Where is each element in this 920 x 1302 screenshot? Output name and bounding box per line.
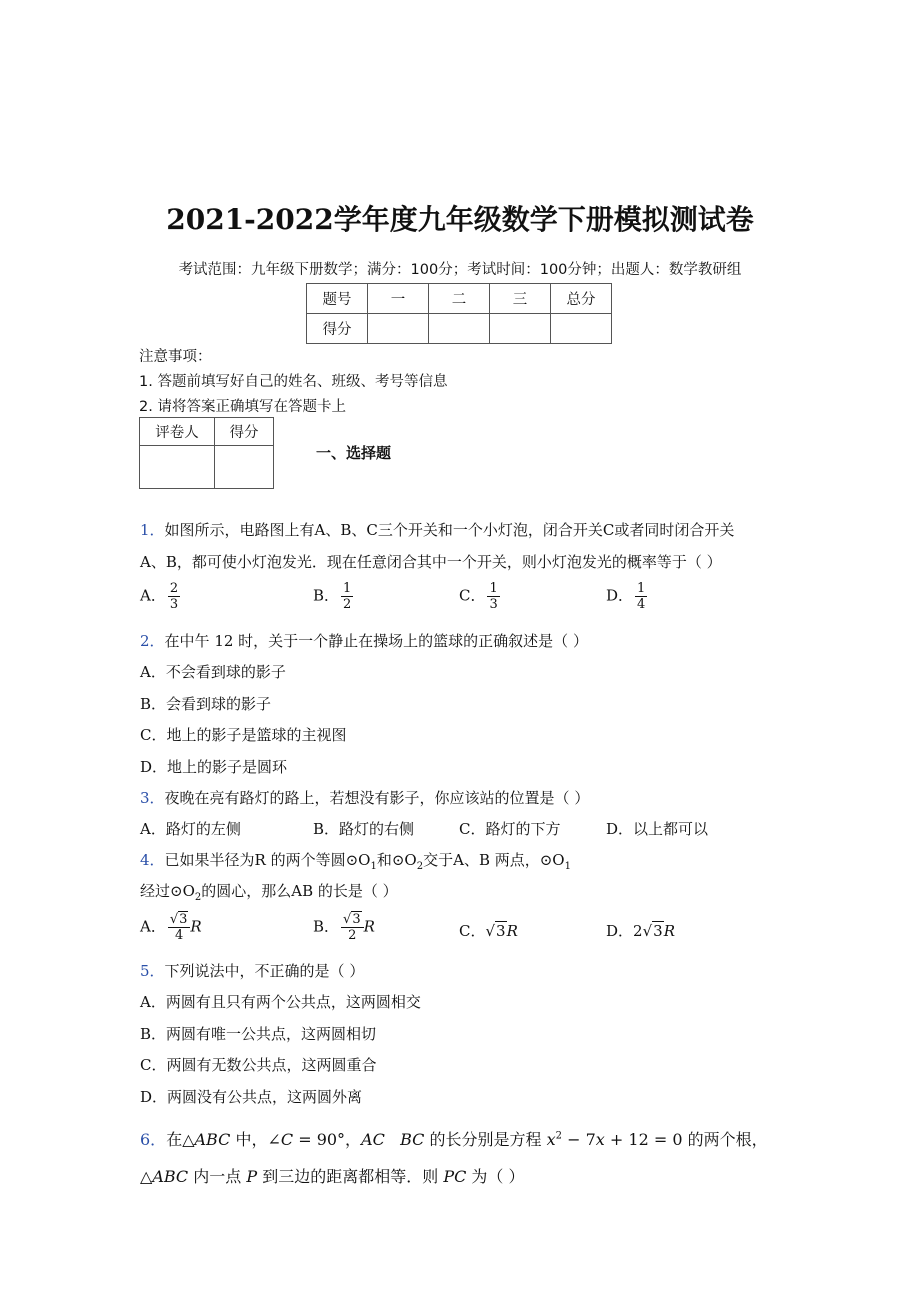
q5-option-c: C．两圆有无数公共点，这两圆重合 — [140, 1056, 377, 1074]
q6-number: 6． — [140, 1130, 167, 1149]
option-label: B． — [313, 586, 340, 605]
grader-empty-cell — [215, 446, 274, 489]
fraction — [341, 581, 353, 612]
q4-text: 和⊙O — [376, 851, 417, 869]
q2-line — [140, 630, 588, 651]
option-label: C． — [459, 922, 486, 940]
q3-line — [140, 787, 589, 808]
q5-line — [140, 960, 364, 981]
q1-option-d — [606, 581, 647, 612]
denominator: 4 — [637, 597, 646, 612]
q4-option-b — [313, 912, 375, 943]
q6-text: + 12 = 0 的两个根， — [604, 1130, 768, 1149]
fraction — [635, 581, 647, 612]
section-title: 一、选择题 — [316, 444, 392, 462]
q1-text: 如图所示，电路图上有A、B、C三个开关和一个小灯泡，闭合开关C或者同时闭合开关 — [164, 521, 735, 539]
q3-option-a: A．路灯的左侧 — [140, 820, 241, 838]
radicand: 3 — [352, 912, 361, 927]
q1-number: 1． — [140, 521, 165, 539]
q6-text: = 90°， — [293, 1130, 362, 1149]
subscript: 1 — [564, 861, 571, 872]
score-row-label: 得分 — [307, 314, 368, 344]
q4-option-a — [140, 912, 202, 943]
denominator: 3 — [489, 597, 498, 612]
q6-var: AC — [361, 1130, 385, 1149]
q2-option-a: A．不会看到球的影子 — [140, 663, 286, 681]
score-empty-cell — [490, 314, 551, 344]
sqrt-symbol: √3 — [642, 922, 663, 940]
score-empty-cell — [368, 314, 429, 344]
q2-option-b: B．会看到球的影子 — [140, 695, 272, 713]
radicand: 3 — [496, 922, 506, 940]
q6-var: P — [246, 1167, 258, 1186]
variable: R — [506, 922, 518, 940]
page-title: 2021-2022学年度九年级数学下册模拟测试卷 — [166, 203, 754, 236]
notes — [139, 345, 447, 420]
q6-text: △ — [140, 1167, 153, 1186]
q2-option-c: C．地上的影子是篮球的主视图 — [140, 726, 347, 744]
q4-text: 的圆心，那么AB 的长是（ ） — [201, 882, 398, 900]
radicand: 3 — [179, 912, 188, 927]
sqrt-symbol: √3 — [169, 912, 188, 927]
fraction — [341, 912, 364, 943]
variable: R — [663, 922, 675, 940]
q1-line2: A、B，都可使小灯泡发光．现在任意闭合其中一个开关，则小灯泡发光的概率等于（ ） — [140, 553, 722, 571]
score-header-cell: 一 — [368, 284, 429, 314]
numerator: 1 — [343, 581, 352, 596]
score-header-cell: 总分 — [551, 284, 612, 314]
grader-header: 评卷人 — [140, 418, 215, 446]
option-label: D． — [606, 922, 634, 940]
q3-number: 3． — [140, 789, 165, 807]
q3-option-b: B．路灯的右侧 — [313, 820, 415, 838]
q1-option-c — [459, 581, 500, 612]
q2-option-d: D．地上的影子是圆环 — [140, 758, 288, 776]
q6-line2 — [140, 1164, 525, 1187]
coefficient: 2 — [633, 922, 643, 940]
q6-text: 到三边的距离都相等．则 — [257, 1167, 444, 1186]
q5-text: 下列说法中，不正确的是（ ） — [164, 962, 365, 980]
option-label: A． — [140, 586, 166, 605]
q6-var: x — [595, 1130, 605, 1149]
subscript: 2 — [416, 861, 424, 872]
option-label: C． — [459, 586, 486, 605]
fraction — [168, 912, 191, 943]
variable: R — [363, 917, 375, 936]
q3-text: 夜晚在亮有路灯的路上，若想没有影子，你应该站的位置是（ ） — [164, 789, 590, 807]
q6-var: C — [280, 1130, 294, 1149]
q1-line1 — [140, 519, 734, 540]
denominator: 4 — [174, 928, 184, 943]
q6-text: 中，∠ — [230, 1130, 281, 1149]
q5-number: 5． — [140, 962, 165, 980]
score-header-cell: 三 — [490, 284, 551, 314]
note-item: 1. 答题前填写好自己的姓名、班级、考号等信息 — [139, 374, 448, 390]
q6-var: ABC — [152, 1167, 189, 1186]
exam-info: 考试范围：九年级下册数学；满分：100分；考试时间：100分钟；出题人：数学教研组 — [178, 262, 742, 278]
q6-text: 在△ — [166, 1130, 195, 1149]
note-item: 2. 请将答案正确填写在答题卡上 — [139, 399, 346, 415]
fraction — [487, 581, 499, 612]
q3-option-c: C．路灯的下方 — [459, 820, 561, 838]
q4-option-c — [459, 920, 518, 941]
grader-table — [139, 417, 274, 489]
q4-option-d — [606, 920, 675, 941]
q1-option-b — [313, 581, 353, 612]
score-header-cell: 二 — [429, 284, 490, 314]
fraction — [168, 581, 180, 612]
q6-var: ABC — [194, 1130, 231, 1149]
notes-heading: 注意事项： — [139, 349, 212, 365]
option-label: B． — [313, 917, 340, 936]
option-label: D． — [606, 586, 634, 605]
grader-score-header: 得分 — [215, 418, 274, 446]
q6-text: 为（ ） — [466, 1167, 525, 1186]
score-table — [306, 283, 612, 344]
q6-line1 — [140, 1127, 768, 1150]
denominator: 2 — [348, 928, 357, 943]
q2-text: 在中午 12 时，关于一个静止在操场上的篮球的正确叙述是（ ） — [164, 632, 588, 650]
q4-text: 交于A、B 两点，⊙O — [423, 851, 565, 869]
q2-number: 2． — [140, 632, 165, 650]
q6-text: 的长分别是方程 — [424, 1130, 547, 1149]
q6-var: x — [546, 1130, 556, 1149]
q4-text: 经过⊙O — [140, 882, 195, 900]
q4-line2 — [140, 880, 398, 903]
q3-option-d: D．以上都可以 — [606, 820, 709, 838]
numerator: 1 — [637, 581, 646, 596]
q4-line1 — [140, 849, 571, 872]
denominator: 3 — [169, 597, 179, 612]
q5-option-d: D．两圆没有公共点，这两圆外离 — [140, 1088, 363, 1106]
q6-text: 内一点 — [188, 1167, 247, 1186]
numerator: 2 — [169, 581, 179, 596]
q6-var: BC — [400, 1130, 425, 1149]
denominator: 2 — [343, 597, 352, 612]
sqrt-symbol: √3 — [485, 922, 506, 940]
q6-text: − 7 — [562, 1130, 596, 1149]
superscript: 2 — [555, 1130, 563, 1142]
q4-text: 已如果半径为R 的两个等圆⊙O — [164, 851, 371, 869]
q1-option-a — [140, 581, 180, 612]
radicand: 3 — [653, 922, 663, 940]
q5-option-b: B．两圆有唯一公共点，这两圆相切 — [140, 1025, 377, 1043]
score-empty-cell — [429, 314, 490, 344]
score-header-cell: 题号 — [307, 284, 368, 314]
subscript: 2 — [194, 892, 202, 903]
score-empty-cell — [551, 314, 612, 344]
variable: R — [190, 917, 202, 936]
numerator: 1 — [489, 581, 498, 596]
subscript: 1 — [370, 861, 377, 872]
option-label: A． — [140, 917, 166, 936]
numerator — [341, 912, 364, 928]
q6-var: PC — [443, 1167, 467, 1186]
q5-option-a: A．两圆有且只有两个公共点，这两圆相交 — [140, 993, 421, 1011]
q4-number: 4． — [140, 851, 165, 869]
sqrt-symbol: √3 — [343, 912, 361, 927]
grader-empty-cell — [140, 446, 215, 489]
numerator — [168, 912, 191, 928]
